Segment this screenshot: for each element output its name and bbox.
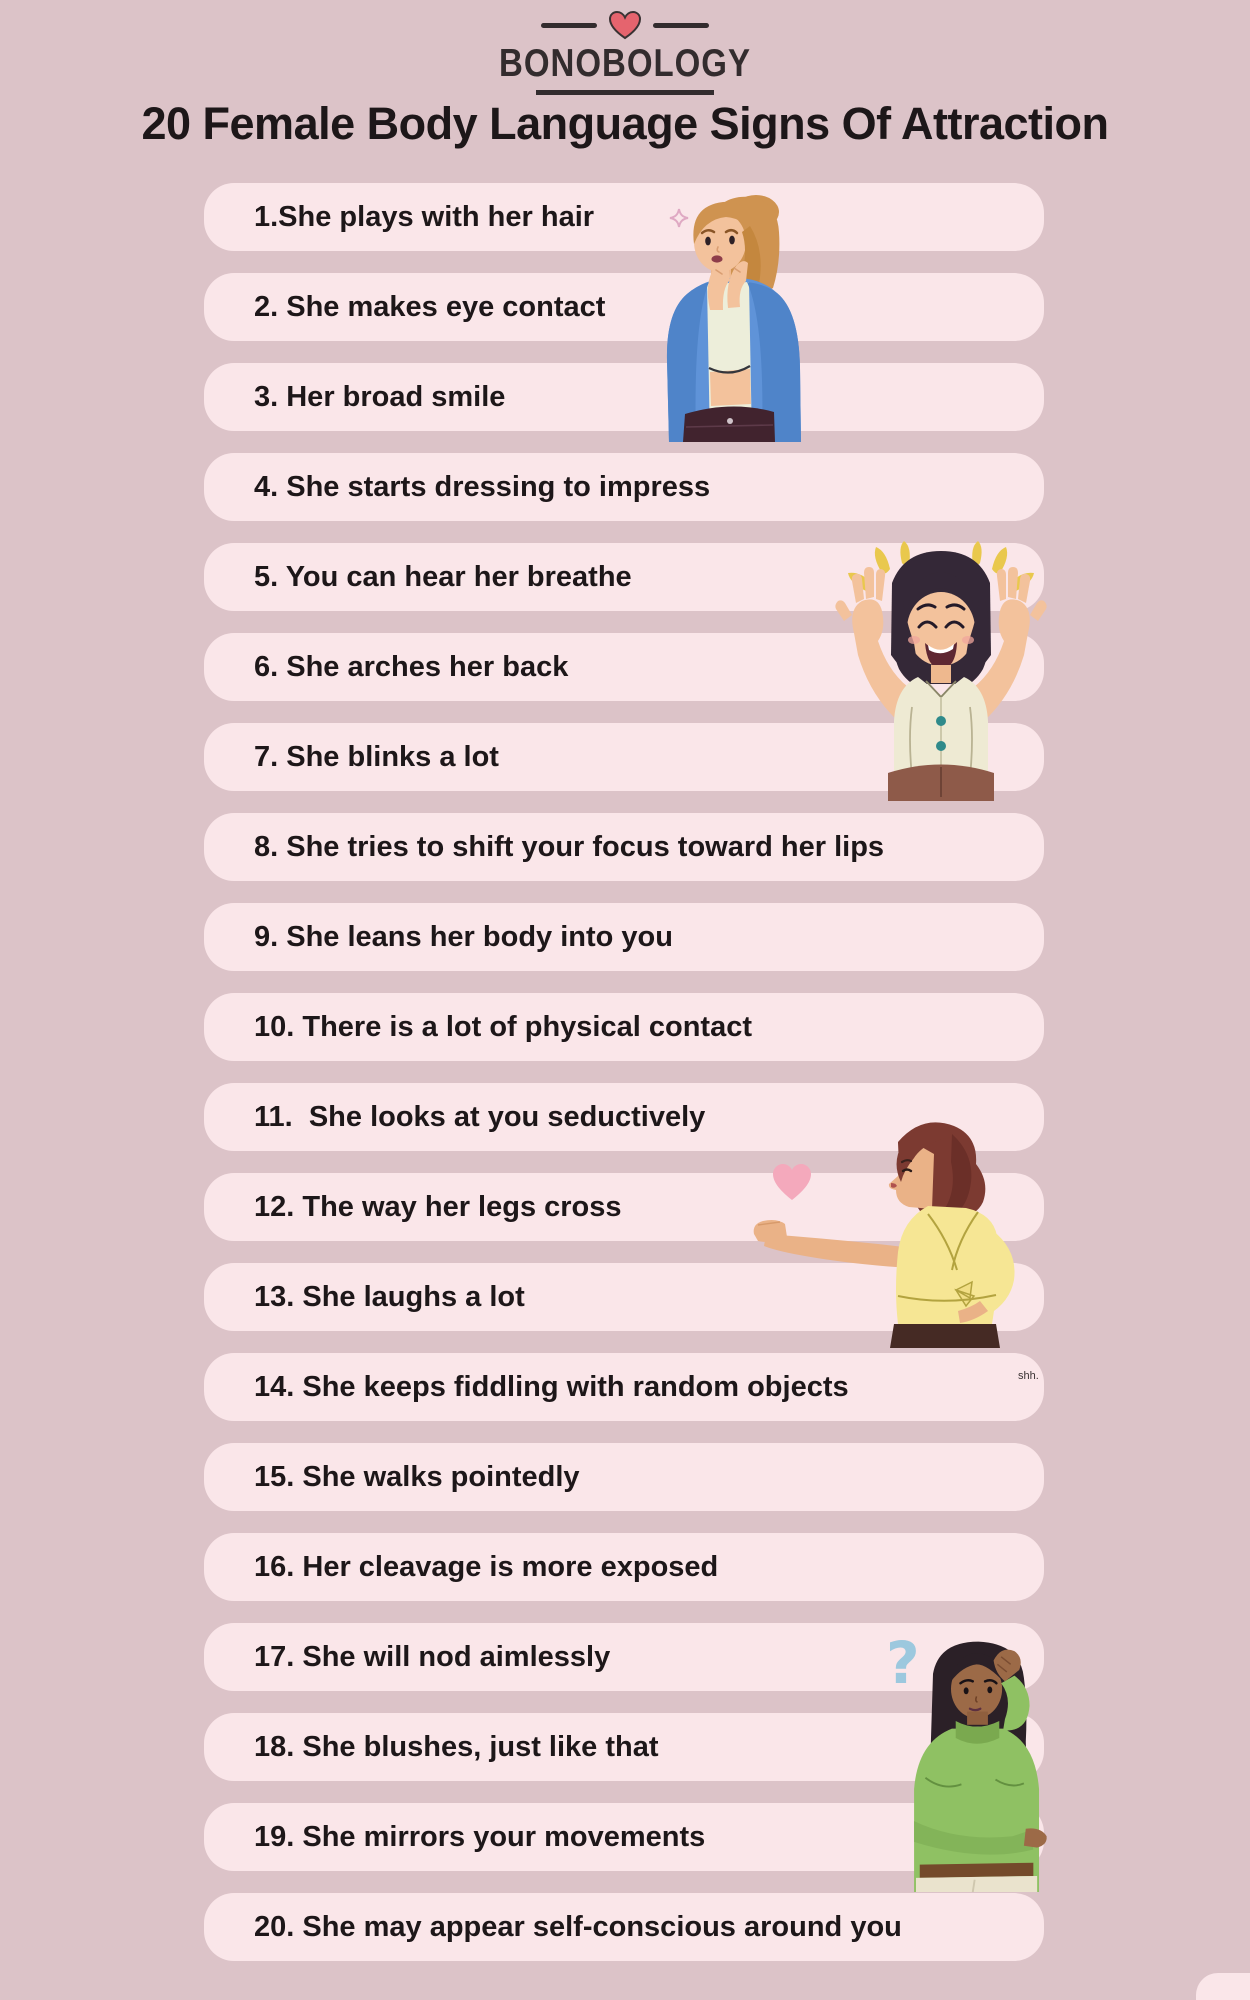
list-item-15 [204,1443,1044,1511]
heart-icon [607,10,643,40]
list-item-3 [204,363,1044,431]
list-item-label: 5. You can hear her breathe [254,560,632,593]
list-item-label: 14. She keeps fiddling with random objects [254,1370,849,1403]
illustration-confused-woman [880,1629,1075,1892]
list-item-label: 19. She mirrors your movements [254,1820,706,1853]
list-item-label: 20. She may appear self-conscious around you [254,1910,902,1943]
logo-line-left [541,23,597,28]
list-item-10 [204,993,1044,1061]
list-item-label: 10. There is a lot of physical contact [254,1010,752,1043]
list-item-label: 8. She tries to shift your focus toward her lips [254,830,885,863]
list-item-1 [204,183,1044,251]
list-item-label: 13. She laughs a lot [254,1280,525,1313]
logo-top-row [541,10,709,40]
list-item-label: 3. Her broad smile [254,380,506,413]
list-item-label: 1.She plays with her hair [254,200,595,233]
list-item-14 [204,1353,1044,1421]
tiny-mark: shh. [1018,1370,1039,1382]
illustration-woman-playing-with-hair [653,190,815,442]
brand-logo [0,10,1250,95]
corner-shape [1196,1973,1250,2000]
list-item-label: 9. She leans her body into you [254,920,673,953]
question-mark-icon: ? [886,1629,920,1697]
illustration-laughing-woman [834,537,1048,801]
list-item-8 [204,813,1044,881]
list-item-label: 12. The way her legs cross [254,1190,622,1223]
list-item-9 [204,903,1044,971]
list-item-label: 11. She looks at you seductively [254,1100,706,1133]
brand-name: BONOBOLOGY [498,40,751,85]
list-item-label: 18. She blushes, just like that [254,1730,659,1763]
list-item-label: 6. She arches her back [254,650,569,683]
list-item-20 [204,1893,1044,1961]
list-item-label: 16. Her cleavage is more exposed [254,1550,719,1583]
list-item-2 [204,273,1044,341]
list-item-label: 17. She will nod aimlessly [254,1640,611,1673]
list-item-label: 15. She walks pointedly [254,1460,580,1493]
page-title: 20 Female Body Language Signs Of Attraction [141,98,1109,149]
list-item-16 [204,1533,1044,1601]
logo-line-right [653,23,709,28]
illustration-woman-offering-heart [750,1118,1020,1348]
list-item-label: 7. She blinks a lot [254,740,499,773]
list-item-label: 4. She starts dressing to impress [254,470,711,503]
list-item-label: 2. She makes eye contact [254,290,606,323]
heart-icon [773,1164,811,1200]
logo-underline [536,90,714,95]
list-item-4 [204,453,1044,521]
